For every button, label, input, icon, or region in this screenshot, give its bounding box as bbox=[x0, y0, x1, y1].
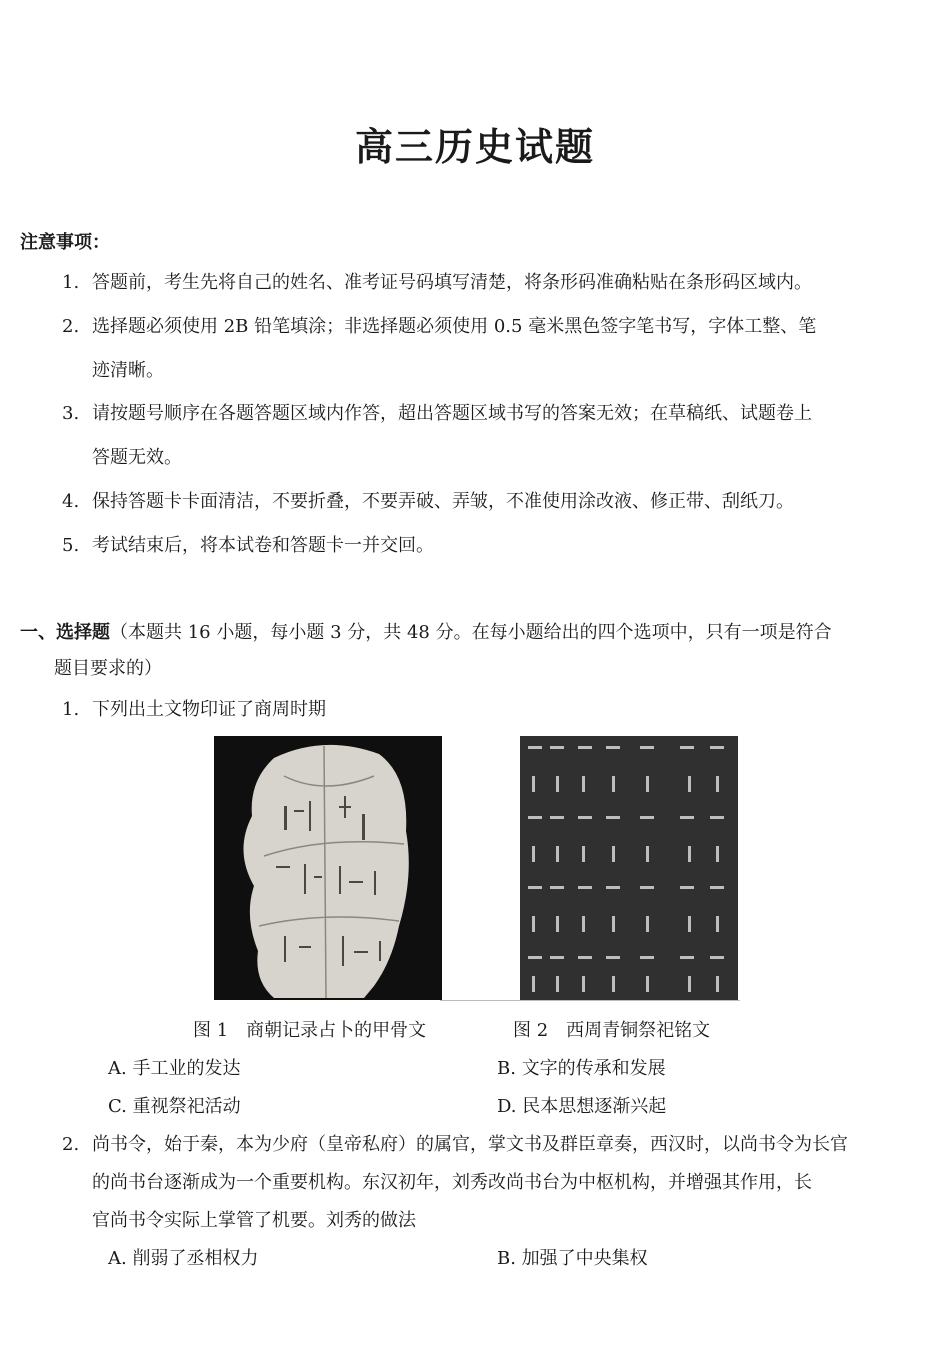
section-description-cont: 题目要求的） bbox=[54, 658, 162, 679]
notice-item-text: 选择题必须使用 2B 铅笔填涂；非选择题必须使用 0.5 毫米黑色签字笔书写，字体工整、笔 bbox=[92, 316, 817, 337]
notice-item-text: 考试结束后，将本试卷和答题卡一并交回。 bbox=[92, 535, 434, 556]
oracle-bone-illustration bbox=[214, 736, 442, 1000]
option-c: C. 重视祭祀活动 bbox=[108, 1096, 241, 1117]
bronze-inscription-illustration bbox=[520, 736, 738, 1000]
question-stem: 官尚书令实际上掌管了机要。刘秀的做法 bbox=[92, 1210, 416, 1231]
question-number: 2. bbox=[62, 1134, 80, 1155]
notice-item-text: 迹清晰。 bbox=[92, 360, 164, 381]
notice-item-number: 3. bbox=[62, 403, 80, 424]
question-stem: 的尚书台逐渐成为一个重要机构。东汉初年，刘秀改尚书台为中枢机构，并增强其作用，长 bbox=[92, 1172, 812, 1193]
option-a: A. 削弱了丞相权力 bbox=[108, 1248, 259, 1269]
section-description: （本题共 16 小题，每小题 3 分，共 48 分。在每小题给出的四个选项中，只有一项是符合 bbox=[110, 622, 832, 643]
notice-item-number: 2. bbox=[62, 316, 80, 337]
option-b: B. 加强了中央集权 bbox=[497, 1248, 648, 1269]
question-stem: 尚书令，始于秦，本为少府（皇帝私府）的属官，掌文书及群臣章奏，西汉时，以尚书令为长官 bbox=[92, 1134, 848, 1155]
section-title: 一、选择题 bbox=[20, 622, 110, 643]
figure-2-caption: 图 2 西周青铜祭祀铭文 bbox=[513, 1020, 711, 1041]
figure-1-caption: 图 1 商朝记录占卜的甲骨文 bbox=[193, 1020, 427, 1041]
option-a: A. 手工业的发达 bbox=[108, 1058, 241, 1079]
oracle-bone-image bbox=[214, 736, 442, 1000]
notice-item-text: 答题前，考生先将自己的姓名、准考证号码填写清楚，将条形码准确粘贴在条形码区域内。 bbox=[92, 272, 812, 293]
notice-item-number: 1. bbox=[62, 272, 80, 293]
notice-heading: 注意事项： bbox=[20, 232, 110, 253]
notice-item-text: 保持答题卡卡面清洁，不要折叠，不要弄破、弄皱，不准使用涂改液、修正带、刮纸刀。 bbox=[92, 491, 794, 512]
option-b: B. 文字的传承和发展 bbox=[497, 1058, 666, 1079]
bronze-inscription-image bbox=[520, 736, 738, 1000]
page-title: 高三历史试题 bbox=[354, 125, 595, 169]
section-heading bbox=[20, 620, 832, 646]
notice-item-number: 5. bbox=[62, 535, 80, 556]
question-number: 1. bbox=[62, 699, 80, 720]
notice-item-number: 4. bbox=[62, 491, 80, 512]
question-stem: 下列出土文物印证了商周时期 bbox=[92, 699, 326, 720]
figure-divider bbox=[440, 1000, 740, 1001]
notice-item-text: 答题无效。 bbox=[92, 447, 182, 468]
notice-item-text: 请按题号顺序在各题答题区域内作答，超出答题区域书写的答案无效；在草稿纸、试题卷上 bbox=[92, 403, 812, 424]
option-d: D. 民本思想逐渐兴起 bbox=[497, 1096, 667, 1117]
